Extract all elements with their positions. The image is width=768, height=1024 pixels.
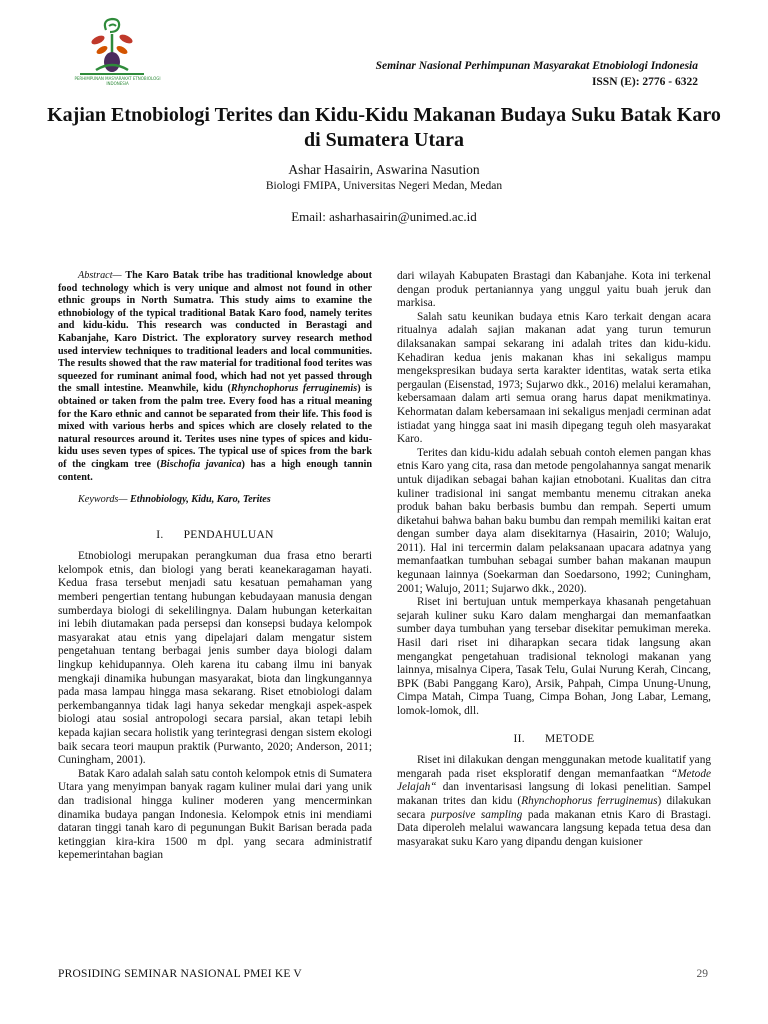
abstract [58, 270, 372, 484]
author-email: Email: asharhasairin@unimed.ac.id [291, 209, 477, 224]
page-number: 29 [696, 968, 708, 980]
keywords [58, 493, 372, 507]
abstract-sci-name-2: Bischofia javanica [160, 458, 242, 470]
paragraph: Riset ini bertujuan untuk memperkaya khasanah pengetahuan sejarah kuliner suku Karo dalam menghargai dan memanfaatkan sumber daya tumbuhan yang tersebar disekitar pemukiman mereka. Hasil dari riset ini diharapkan secara tidak langsung akan mengangkat pengetahuan tradisional teknologi makanan yang lainnya, misalnya Cipera, Tasak Telu, Gulai Nurung Kerah, Cincang, BPK (Babi Panggang Karo), Arsik, Pahpah, Cimpa Unung-Unung, Cimpa Matah, Cimpa Tuang, Cimpa Bohan, Jong Labar, Lemang, lomok-lomok, dll. [397, 596, 711, 717]
section-heading-metode [397, 733, 711, 747]
paragraph: dari wilayah Kabupaten Brastagi dan Kabanjahe. Kota ini terkenal dengan produk pertaniannya yang unggul yaitu buah jeruk dan markisa. [397, 270, 711, 310]
text-run: ) dilakukan secara [397, 794, 711, 821]
seminar-name: Seminar Nasional Perhimpunan Masyarakat Etnobiologi Indonesia [375, 60, 698, 72]
text-run-italic: “Metode Jelajah“ [397, 767, 711, 794]
paragraph [397, 754, 711, 849]
section-heading-pendahuluan [58, 529, 372, 543]
text-run-italic: purposive sampling [430, 808, 523, 821]
left-column [58, 270, 372, 863]
authors: Ashar Hasairin, Aswarina Nasution [288, 162, 480, 177]
section-number: II. [513, 732, 525, 745]
section-title: METODE [544, 732, 595, 745]
logo-caption: PERHIMPUNAN MASYARAKAT ETNOBIOLOGI INDONESIA [74, 76, 161, 86]
affiliation: Biologi FMIPA, Universitas Negeri Medan, Medan [265, 180, 503, 192]
right-column [397, 270, 711, 849]
abstract-label: Abstract— [78, 270, 122, 281]
text-run: Riset ini dilakukan dengan menggunakan metode kualitatif yang mengarah pada riset eksploratif dengan memanfaatkan [397, 754, 711, 780]
issn: ISSN (E): 2776 - 6322 [591, 76, 698, 88]
section-title: PENDAHULUAN [183, 528, 274, 541]
abstract-text-3: ) has a high enough tannin content. [58, 458, 372, 483]
text-run-italic: Rhynchophorus ferruginemus [521, 794, 658, 807]
abstract-sci-name: Rhynchophorus ferruginemis [230, 383, 358, 395]
paragraph: Terites dan kidu-kidu adalah sebuah contoh elemen pangan khas etnis Karo yang cita, rasa dan metode pengolahannya sangat menarik untuk dijadikan sebagai bahan kajian etnobotani. Kualitas dan citra kuliner tradisional ini sangat membantu menemu citrakan aneka produk bahan baku berbasis bumbu dan rempah. Seperti umum diketahui bahwa bahan baku bumbu dan rempah memiliki kaitan erat dengan sumber daya alam disekitarnya (Hasairin, 2010; Walujo, 2011). Hal ini tercermin dalam pelaksanaan upacara adatnya yang memanfaatkan tumbuhan sebagai sumber bahan makanan maupun kegunaan lainnya (Soekarman dan Soedarsono, 1992; Cuningham, 2001; Walujo, 2011; Sujarwo dkk., 2020). [397, 446, 711, 595]
text-run: dan inventarisasi langsung di lokasi penelitian. Sampel makanan trites dan kidu ( [397, 781, 711, 807]
text-run: pada makanan etnis Karo di Brastagi. Data diperoleh melalui wawancara langsung kepada tetua desa dan masyarakat suku Karo yang dipandu dengan kuisioner [397, 808, 711, 848]
journal-header [376, 58, 698, 90]
abstract-text-2: ) is obtained or taken from the palm tree. Every food has a ritual meaning for the Karo ethnic and cannot be separated from their life. This food is mixed with various herbs and spices which are closely related to the natural resources around it. Terites uses nine types of spices and kidu-kidu uses seven types of spices. The typical use of spices from the bark of the cingkam tree ( [58, 383, 373, 470]
paragraph: Etnobiologi merupakan perangkuman dua frasa etno berarti kelompok etnis, dan biologi yang berati keanekaragaman hayati. Kedua frasa tersebut menjadi satu kesatuan pemahaman yang memberi pengertian tentang hubungan kebudayaan manusia dengan sumberdaya biologi di sekelilingnya. Dalam hubungan keterkaitan ini lebih diutamakan pada persepsi dan konsepsi budaya kelompok masyarakat atau etnis yang dipelajari dalam mengatur sistem pengetahuan tentang berbagai jenis sumber daya biologi dalam lingkup kehidupannya. Oleh karena itu cabang ilmu ini banyak mengkaji dinamika hubungan masyarakat, biota dan lingkungannya pada masa lampau hingga masa sekarang. Riset etnobiologi dalam perkembangannya tidak lagi hanya sekedar mengkaji aspek-aspek biologi atau sosial antropologi secara parsial, akan tetapi lebih kepada kajian secara holistik yang terintegrasi dengan sistem ekologi baik secara teori maupun praktik (Purwanto, 2020; Anderson, 2011; Cuningham, 2001). [58, 550, 372, 767]
paragraph: Batak Karo adalah salah satu contoh kelompok etnis di Sumatera Utara yang menyimpan banyak ragam kuliner mulai dari yang unik dan tradisional hingga kuliner moderen yang mencerminkan dinamika budaya pangan Indonesia. Kelompok etnis ini mendiami dataran tinggi tanah karo di pegunungan Bukit Barisan berada pada ketinggian kira-kira 1500 m dpl. yang secara administratif kepemerintahan bagian [58, 767, 372, 862]
abstract-text: The Karo Batak tribe has traditional knowledge about food technology which is very unique and almost not found in other ethnic groups in North Sumatra. This study aims to examine the ethnobiology of the typical traditional Batak Karo food, namely terites and kidu-kidu. This research was conducted in Berastagi and Kabanjahe, Karo District. The exploratory survey research method used interview techniques to traditional leaders and local communities. The results showed that the raw material for traditional food terites was squeezed for ruminant animal food, which had not yet passed through the small intestine. Meanwhile, kidu ( [58, 270, 372, 395]
paper-title: Kajian Etnobiologi Terites dan Kidu-Kidu Makanan Budaya Suku Batak Karo di Sumatera Utara [47, 104, 721, 151]
paragraph: Salah satu keunikan budaya etnis Karo terkait dengan acara ritualnya adalah sajian makanan adat yang turun temurun dilaksanakan sampai sekarang ini adalah trites dan kidu-kidu. Kehadiran kedua jenis makanan khas ini sekaligus mampu mengekspresikan budaya serta karakter identitas, watak serta etika pergaulan (Eisenstad, 1973; Sujarwo dkk., 2016) melalui keramahan, kebersamaan dalam arti semua orang harus dapat menikmatinya. Kehormatan dalam kebersamaan ini sekaligus menjadi cerminan adat istiadat yang hingga saat ini masih dipegang teguh oleh masyarakat Karo. [397, 310, 711, 446]
footer-proceedings: PROSIDING SEMINAR NASIONAL PMEI KE V [58, 968, 302, 980]
logo [62, 16, 170, 92]
section-number: I. [156, 528, 164, 541]
keywords-label: Keywords— [78, 494, 128, 506]
keywords-text: Ethnobiology, Kidu, Karo, Terites [127, 494, 271, 506]
